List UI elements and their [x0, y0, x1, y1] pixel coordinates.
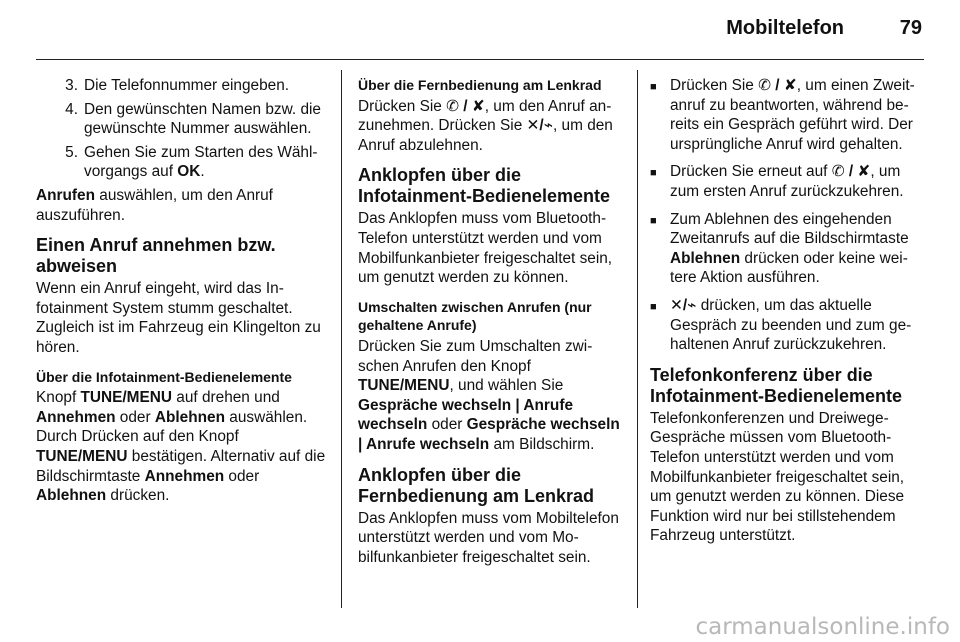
list-item: ■ Drücken Sie erneut auf ✆ / ✘, um zum ersten Anruf zurückzukehren.: [650, 163, 904, 200]
subsection-heading: Umschalten zwischen Anrufen (nur gehaltene Anrufe): [358, 298, 592, 334]
list-item: 4. Den gewünschten Namen bzw. die gewünschte Nummer auswählen.: [65, 100, 321, 138]
bullet-icon: ■: [650, 167, 657, 180]
list-item: 3. Die Telefonnummer eingeben.: [65, 77, 290, 94]
list-item: ■ ✕/⌁ drücken, um das aktuelle Gespräch zu beenden und zum gehaltenen Anruf zurückzukehren.: [650, 296, 912, 354]
paragraph: Drücken Sie ✆ / ✘, um den Anruf anzunehmen. Drücken Sie ✕/⌁, um den Anruf abzulehnen.: [358, 97, 613, 154]
phone-accept-icon: ✆ / ✘: [758, 77, 797, 94]
paragraph: Knopf TUNE/MENU auf drehen und Annehmen oder Ablehnen auswählen. Durch Drücken auf den Knopf TUNE/MENU bestätigen. Alternativ auf die Bildschirmtaste Annehmen oder Ablehnen drücken.: [36, 389, 326, 505]
paragraph: Wenn ein Anruf eingeht, wird das Infotainment System stumm geschaltet. Zugleich ist im Fahrzeug ein Klingelton zu hören.: [36, 280, 321, 356]
subsection-heading: Über die Fernbedienung am Lenkrad: [358, 77, 602, 93]
paragraph: Anrufen auswählen, um den Anruf auszuführen.: [36, 186, 273, 224]
phone-reject-icon: ✕/⌁: [670, 296, 697, 314]
phone-reject-icon: ✕/⌁: [526, 117, 553, 135]
page-title: Mobiltelefon: [726, 17, 844, 39]
section-heading: Einen Anruf annehmen bzw. abweisen: [36, 235, 276, 277]
paragraph: Das Anklopfen muss vom Mobiltelefon unterstützt werden und vom Mobilfunkanbieter freigeschaltet sein.: [358, 509, 619, 566]
phone-accept-icon: ✆ / ✘: [446, 97, 485, 115]
list-item: ■ Drücken Sie ✆ / ✘, um einen Zweitanruf zu beantworten, während bereits ein Gespräch geführt wird. Der ursprüngliche Anruf wird gehalten.: [650, 77, 915, 153]
subsection-heading: Über die Infotainment-Bedienelemente: [36, 368, 292, 385]
section-heading: Telefonkonferenz über die Infotainment-Bedienelemente: [650, 364, 903, 406]
bullet-icon: ■: [650, 214, 657, 227]
watermark: carmanualsonline.info: [695, 614, 950, 640]
column-divider-2: [637, 70, 638, 608]
header-divider: [36, 59, 924, 60]
bullet-icon: ■: [650, 300, 657, 313]
paragraph: Telefonkonferenzen und Dreiwege-Gespräche müssen vom Bluetooth-Telefon unterstützt werden und vom Mobilfunkanbieter freigeschaltet sein, um genutzt werden zu können. Diese Funktion wird nur bei stillstehendem Fahrzeug unterstützt.: [650, 409, 905, 545]
page-header: [0, 0, 960, 54]
column-2: [358, 76, 628, 577]
column-3: [650, 76, 925, 556]
column-1: [36, 76, 326, 516]
page-number: 79: [899, 17, 922, 39]
paragraph: Drücken Sie zum Umschalten zwischen Anrufen den Knopf TUNE/MENU, und wählen Sie Gespräche wechseln | Anrufe wechseln oder Gespräche wechseln | Anrufe wechseln am Bildschirm.: [358, 337, 620, 453]
list-item: 5. Gehen Sie zum Starten des Wählvorgangs auf OK.: [65, 143, 318, 181]
bullet-icon: ■: [650, 81, 657, 93]
phone-accept-icon: ✆ / ✘: [831, 163, 871, 181]
section-heading: Anklopfen über die Fernbedienung am Lenkrad: [358, 464, 595, 506]
list-item: ■ Zum Ablehnen des eingehenden Zweitanrufs auf die Bildschirmtaste Ablehnen drücken oder keine weitere Aktion ausführen.: [650, 210, 909, 287]
column-divider-1: [341, 70, 342, 608]
section-heading: Anklopfen über die Infotainment-Bedienelemente: [358, 165, 611, 207]
paragraph: Das Anklopfen muss vom Bluetooth-Telefon unterstützt werden und vom Mobilfunkanbieter freigeschaltet sein, um genutzt werden zu können.: [358, 210, 613, 287]
